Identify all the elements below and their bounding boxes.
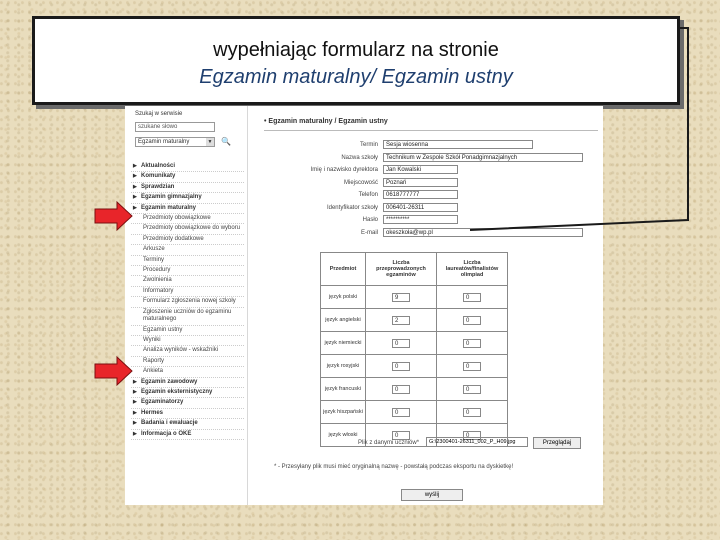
- field-label: Hasło: [362, 217, 378, 223]
- field-label: Telefon: [358, 192, 378, 198]
- breadcrumb: • Egzamin maturalny / Egzamin ustny: [264, 118, 388, 125]
- laureates-input[interactable]: 0: [463, 362, 481, 371]
- subjects-table: [320, 252, 508, 447]
- laureates-cell: [437, 355, 508, 378]
- sidebar-item-label: Przedmioty obowiązkowe: [143, 215, 211, 222]
- slide-title-line1: wypełniając formularz na stronie: [213, 39, 499, 61]
- count-input[interactable]: 0: [392, 385, 410, 394]
- count-cell: [366, 401, 437, 424]
- search-scope-value: Egzamin maturalny: [138, 139, 190, 145]
- file-label: Plik z danymi uczniów*: [358, 440, 420, 446]
- sidebar-item[interactable]: [131, 193, 244, 203]
- sidebar-item-label: Komunikaty: [141, 173, 176, 180]
- sidebar-item[interactable]: [131, 430, 244, 440]
- sidebar-item[interactable]: [131, 183, 244, 193]
- count-cell: [366, 309, 437, 332]
- sidebar-item-label: Informacja o OKE: [141, 430, 192, 437]
- search-input[interactable]: szukane słowo: [135, 122, 215, 132]
- sidebar-item[interactable]: [131, 346, 244, 356]
- sidebar-item[interactable]: [131, 357, 244, 367]
- search-icon[interactable]: 🔍: [221, 137, 231, 146]
- chevron-down-icon: ▼: [207, 139, 213, 145]
- embedded-screenshot: [125, 106, 603, 505]
- field-label: Miejscowość: [343, 179, 378, 186]
- sidebar-item-label: Zwolnienia: [143, 277, 172, 284]
- form-row: [258, 190, 603, 200]
- triangle-right-icon: ▶: [133, 430, 137, 437]
- table-row: [321, 401, 508, 424]
- count-input[interactable]: 0: [392, 408, 410, 417]
- form-row: [258, 153, 603, 163]
- table-row: [321, 309, 508, 332]
- sidebar-item[interactable]: [131, 336, 244, 346]
- sidebar-item[interactable]: [131, 276, 244, 286]
- sidebar-item-label: Informatory: [143, 287, 174, 294]
- sidebar-item[interactable]: [131, 235, 244, 245]
- subject-cell: język niemiecki: [321, 332, 366, 355]
- sidebar-item-label: Zgłoszenie uczniów do egzaminu maturalnego: [143, 308, 232, 323]
- field-input[interactable]: 0618777777: [383, 190, 458, 199]
- laureates-cell: [437, 378, 508, 401]
- laureates-input[interactable]: 0: [463, 339, 481, 348]
- search-label: Szukaj w serwisie: [135, 111, 183, 117]
- triangle-right-icon: ▶: [133, 420, 137, 427]
- form-row: [258, 203, 603, 213]
- sidebar-item-label: Egzamin maturalny: [141, 204, 197, 211]
- sidebar-item[interactable]: [131, 367, 244, 377]
- slide-title-line2: Egzamin maturalny/ Egzamin ustny: [199, 66, 513, 88]
- count-input[interactable]: 2: [392, 316, 410, 325]
- laureates-cell: [437, 401, 508, 424]
- sidebar-item-label: Przedmioty dodatkowe: [143, 235, 204, 242]
- subject-cell: język włoski: [321, 424, 366, 447]
- count-input[interactable]: 9: [392, 293, 410, 302]
- field-label: Imię i nazwisko dyrektora: [310, 167, 378, 173]
- triangle-right-icon: ▶: [133, 194, 137, 201]
- sidebar-item[interactable]: [131, 162, 244, 172]
- sidebar-item[interactable]: [131, 388, 244, 398]
- sidebar-item-label: Wyniki: [143, 336, 161, 343]
- subject-cell: język francuski: [321, 378, 366, 401]
- sidebar-item[interactable]: [131, 204, 244, 214]
- count-cell: [366, 378, 437, 401]
- main-content: [258, 106, 603, 505]
- table-row: [321, 355, 508, 378]
- search-scope-select[interactable]: [135, 137, 215, 147]
- sidebar-item-label: Egzamin eksternistyczny: [141, 388, 213, 395]
- sidebar-nav: [131, 162, 244, 440]
- table-header: Przedmiot: [321, 253, 366, 286]
- triangle-right-icon: ▶: [133, 388, 137, 395]
- sidebar-item-label: Ankieta: [143, 368, 164, 375]
- laureates-cell: [437, 332, 508, 355]
- sidebar-item-label: Hermes: [141, 409, 164, 416]
- sidebar-item-label: Badania i ewaluacje: [141, 420, 198, 427]
- subject-cell: język rosyjski: [321, 355, 366, 378]
- sidebar-item[interactable]: [131, 297, 244, 307]
- form-row: [258, 228, 603, 238]
- table-row: [321, 332, 508, 355]
- field-input[interactable]: **********: [383, 215, 458, 224]
- sidebar-item[interactable]: [131, 409, 244, 419]
- sidebar-item-label: Aktualności: [141, 163, 176, 169]
- sidebar-item[interactable]: [131, 172, 244, 182]
- subject-cell: język angielski: [321, 309, 366, 332]
- sidebar-item-label: Arkusze: [143, 246, 165, 253]
- count-cell: [366, 286, 437, 309]
- form-row: [258, 215, 603, 225]
- count-input[interactable]: 0: [392, 339, 410, 348]
- sidebar-item-label: Analiza wyników - wskaźniki: [143, 347, 219, 354]
- sidebar-item[interactable]: [131, 398, 244, 408]
- field-input[interactable]: Poznań: [383, 178, 458, 187]
- table-row: [321, 286, 508, 309]
- subject-cell: język polski: [321, 286, 366, 309]
- sidebar: [125, 106, 248, 505]
- field-input[interactable]: 006401-26311: [383, 203, 458, 212]
- file-note: * - Przesyłany plik musi mieć oryginalną nazwę - powstałą podczas eksportu na dyskietkę!: [274, 464, 514, 470]
- triangle-right-icon: ▶: [133, 204, 137, 211]
- sidebar-item-label: Formularz zgłoszenia nowej szkoły: [143, 298, 236, 305]
- field-input[interactable]: Technikum w Zespole Szkół Ponadgimnazjalnych: [383, 153, 583, 162]
- sidebar-item-label: Egzamin gimnazjalny: [141, 194, 202, 201]
- field-label: Termin: [359, 142, 378, 148]
- sidebar-item[interactable]: [131, 245, 244, 255]
- sidebar-item-label: Sprawdzian: [141, 183, 175, 190]
- sidebar-item-label: Raporty: [143, 357, 165, 364]
- count-cell: [366, 332, 437, 355]
- sidebar-item-label: Procedury: [143, 267, 171, 274]
- triangle-right-icon: ▶: [133, 173, 137, 180]
- sidebar-item-label: Egzaminatorzy: [141, 399, 184, 406]
- sidebar-item[interactable]: [131, 224, 244, 234]
- sidebar-item[interactable]: [131, 256, 244, 266]
- laureates-cell: [437, 286, 508, 309]
- triangle-right-icon: ▶: [133, 378, 137, 385]
- triangle-right-icon: ▶: [133, 399, 137, 406]
- form-row: [258, 165, 603, 175]
- laureates-input[interactable]: 0: [463, 293, 481, 302]
- sidebar-item[interactable]: [131, 419, 244, 429]
- divider: [264, 130, 598, 131]
- table-header: Liczba laureatów/finalistów olimpiad: [437, 253, 508, 286]
- sidebar-item[interactable]: [131, 266, 244, 276]
- sidebar-item[interactable]: [131, 326, 244, 336]
- count-cell: [366, 355, 437, 378]
- field-label: Nazwa szkoły: [341, 154, 378, 161]
- form-row: [258, 178, 603, 188]
- browse-button[interactable]: Przeglądaj: [533, 437, 581, 449]
- triangle-right-icon: ▶: [133, 409, 137, 416]
- field-label: E-mail: [360, 229, 378, 236]
- laureates-input[interactable]: 0: [463, 316, 481, 325]
- triangle-right-icon: ▶: [133, 183, 137, 190]
- file-input[interactable]: G:\2300401-26311_002_P_H09.jpg: [426, 437, 528, 447]
- count-input[interactable]: 0: [392, 362, 410, 371]
- submit-button[interactable]: wyślij: [401, 489, 463, 501]
- field-input[interactable]: okeszkoła@wp.pl: [383, 228, 583, 237]
- laureates-input[interactable]: 0: [463, 385, 481, 394]
- field-label: Identyfikator szkoły: [326, 204, 378, 211]
- sidebar-item-label: Terminy: [143, 256, 165, 263]
- form-row: [258, 140, 603, 150]
- laureates-input[interactable]: 0: [463, 431, 481, 440]
- sidebar-item-label: Egzamin ustny: [143, 326, 183, 333]
- triangle-right-icon: ▶: [133, 163, 137, 169]
- sidebar-item-label: Egzamin zawodowy: [141, 378, 198, 385]
- sidebar-item[interactable]: [131, 308, 244, 326]
- laureates-input[interactable]: 0: [463, 408, 481, 417]
- laureates-cell: [437, 309, 508, 332]
- sidebar-item-label: Przedmioty obowiązkowe do wyboru: [143, 225, 241, 232]
- sidebar-item[interactable]: [131, 287, 244, 297]
- sidebar-item[interactable]: [131, 378, 244, 388]
- count-input[interactable]: 0: [392, 431, 410, 440]
- subject-cell: język hiszpański: [321, 401, 366, 424]
- sidebar-item[interactable]: [131, 214, 244, 224]
- slide-title-box: [32, 16, 680, 105]
- table-row: [321, 378, 508, 401]
- field-input[interactable]: Sesja wiosenna: [383, 140, 533, 149]
- field-input[interactable]: Jan Kowalski: [383, 165, 458, 174]
- table-header: Liczba przeprowadzonych egzaminów: [366, 253, 437, 286]
